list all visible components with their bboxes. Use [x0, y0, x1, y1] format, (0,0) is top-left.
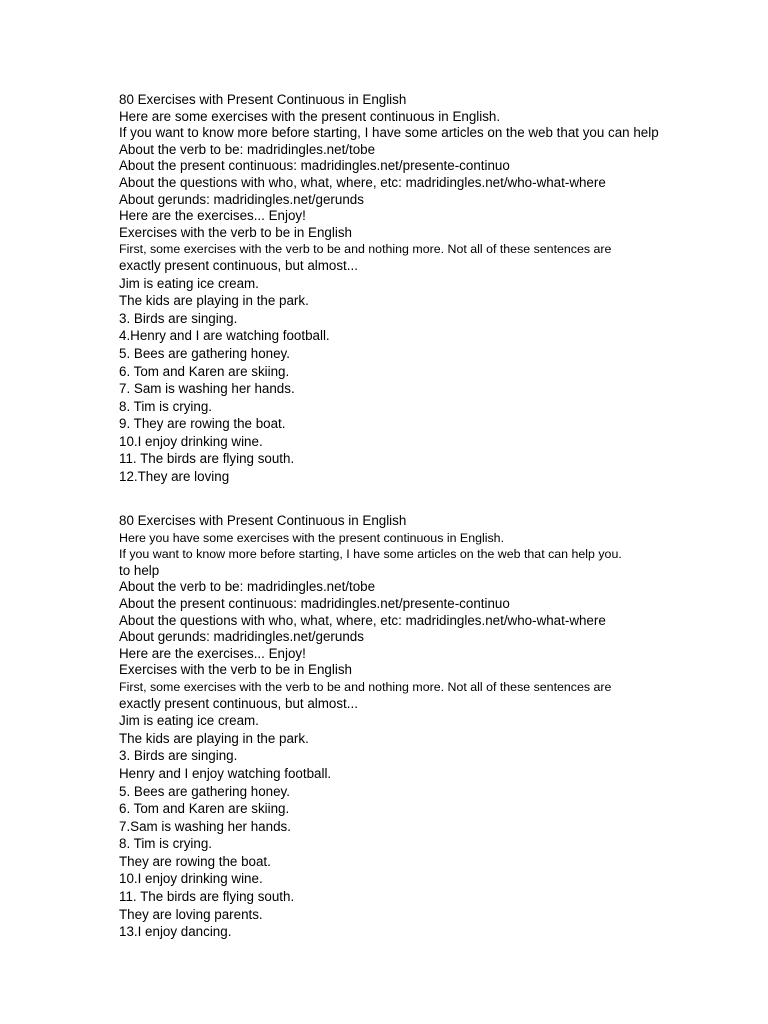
exercise-section-1 — [119, 92, 659, 486]
document-title: 80 Exercises with Present Continuous in English — [119, 92, 407, 107]
exercise-section-2 — [119, 513, 659, 941]
exercise-sentence: 9. They are rowing the boat. — [119, 416, 286, 432]
intro-line: Here are some exercises with the present continuous in English. — [119, 108, 501, 124]
intro-line: Here are the exercises... Enjoy! — [119, 645, 306, 661]
exercise-sentence: The kids are playing in the park. — [119, 730, 309, 746]
intro-line: to help — [119, 562, 160, 578]
intro-line: Exercises with the verb to be in English — [119, 224, 352, 240]
intro-line: About the present continuous: madridingles.net/presente-continuo — [119, 158, 510, 174]
intro-line: About the questions with who, what, where, etc: madridingles.net/who-what-where — [119, 174, 606, 190]
exercise-sentence: 11. The birds are flying south. — [119, 451, 295, 467]
intro-line: exactly present continuous, but almost... — [119, 695, 358, 711]
document-title: 80 Exercises with Present Continuous in English — [119, 513, 407, 528]
intro-line: If you want to know more before starting, I have some articles on the web that you can help — [119, 125, 659, 141]
exercise-sentence: 8. Tim is crying. — [119, 398, 213, 414]
exercise-sentence: 10.I enjoy drinking wine. — [119, 871, 263, 887]
intro-line: About the verb to be: madridingles.net/tobe — [119, 579, 376, 595]
intro-line: About the verb to be: madridingles.net/tobe — [119, 141, 376, 157]
exercise-sentence: 7. Sam is washing her hands. — [119, 381, 295, 397]
exercise-sentence: 13.I enjoy dancing. — [119, 924, 232, 940]
intro-line: About gerunds: madridingles.net/gerunds — [119, 191, 364, 207]
exercise-sentence: 7.Sam is washing her hands. — [119, 818, 291, 834]
exercise-sentence: 3. Birds are singing. — [119, 748, 238, 764]
intro-line: Exercises with the verb to be in English — [119, 662, 352, 678]
intro-line: Here are the exercises... Enjoy! — [119, 208, 306, 224]
exercise-sentence: 6. Tom and Karen are skiing. — [119, 801, 290, 817]
exercise-sentence: They are loving parents. — [119, 906, 263, 922]
exercise-sentence: Jim is eating ice cream. — [119, 713, 259, 729]
exercise-sentence: Henry and I enjoy watching football. — [119, 765, 332, 781]
exercise-sentence: 5. Bees are gathering honey. — [119, 783, 290, 799]
intro-line: Here you have some exercises with the present continuous in English. — [119, 530, 505, 545]
intro-line: First, some exercises with the verb to be and nothing more. Not all of these sentences are — [119, 679, 612, 694]
intro-line: First, some exercises with the verb to be and nothing more. Not all of these sentences are — [119, 242, 612, 257]
exercise-sentence: They are rowing the boat. — [119, 853, 271, 869]
exercise-sentence: 8. Tim is crying. — [119, 836, 213, 852]
exercise-sentence: 3. Birds are singing. — [119, 310, 238, 326]
intro-line: About the present continuous: madridingles.net/presente-continuo — [119, 595, 510, 611]
exercise-sentence: 12.They are loving — [119, 469, 230, 485]
intro-line: exactly present continuous, but almost... — [119, 257, 358, 273]
exercise-sentence: The kids are playing in the park. — [119, 293, 309, 309]
exercise-sentence: 5. Bees are gathering honey. — [119, 345, 290, 361]
exercise-sentence: Jim is eating ice cream. — [119, 275, 259, 291]
exercise-sentence: 6. Tom and Karen are skiing. — [119, 363, 290, 379]
exercise-sentence: 4.Henry and I are watching football. — [119, 328, 330, 344]
exercise-sentence: 11. The birds are flying south. — [119, 889, 295, 905]
intro-line: About gerunds: madridingles.net/gerunds — [119, 629, 364, 645]
intro-line: If you want to know more before starting, I have some articles on the web that can help you. — [119, 547, 622, 562]
intro-line: About the questions with who, what, where, etc: madridingles.net/who-what-where — [119, 612, 606, 628]
exercise-sentence: 10.I enjoy drinking wine. — [119, 433, 263, 449]
